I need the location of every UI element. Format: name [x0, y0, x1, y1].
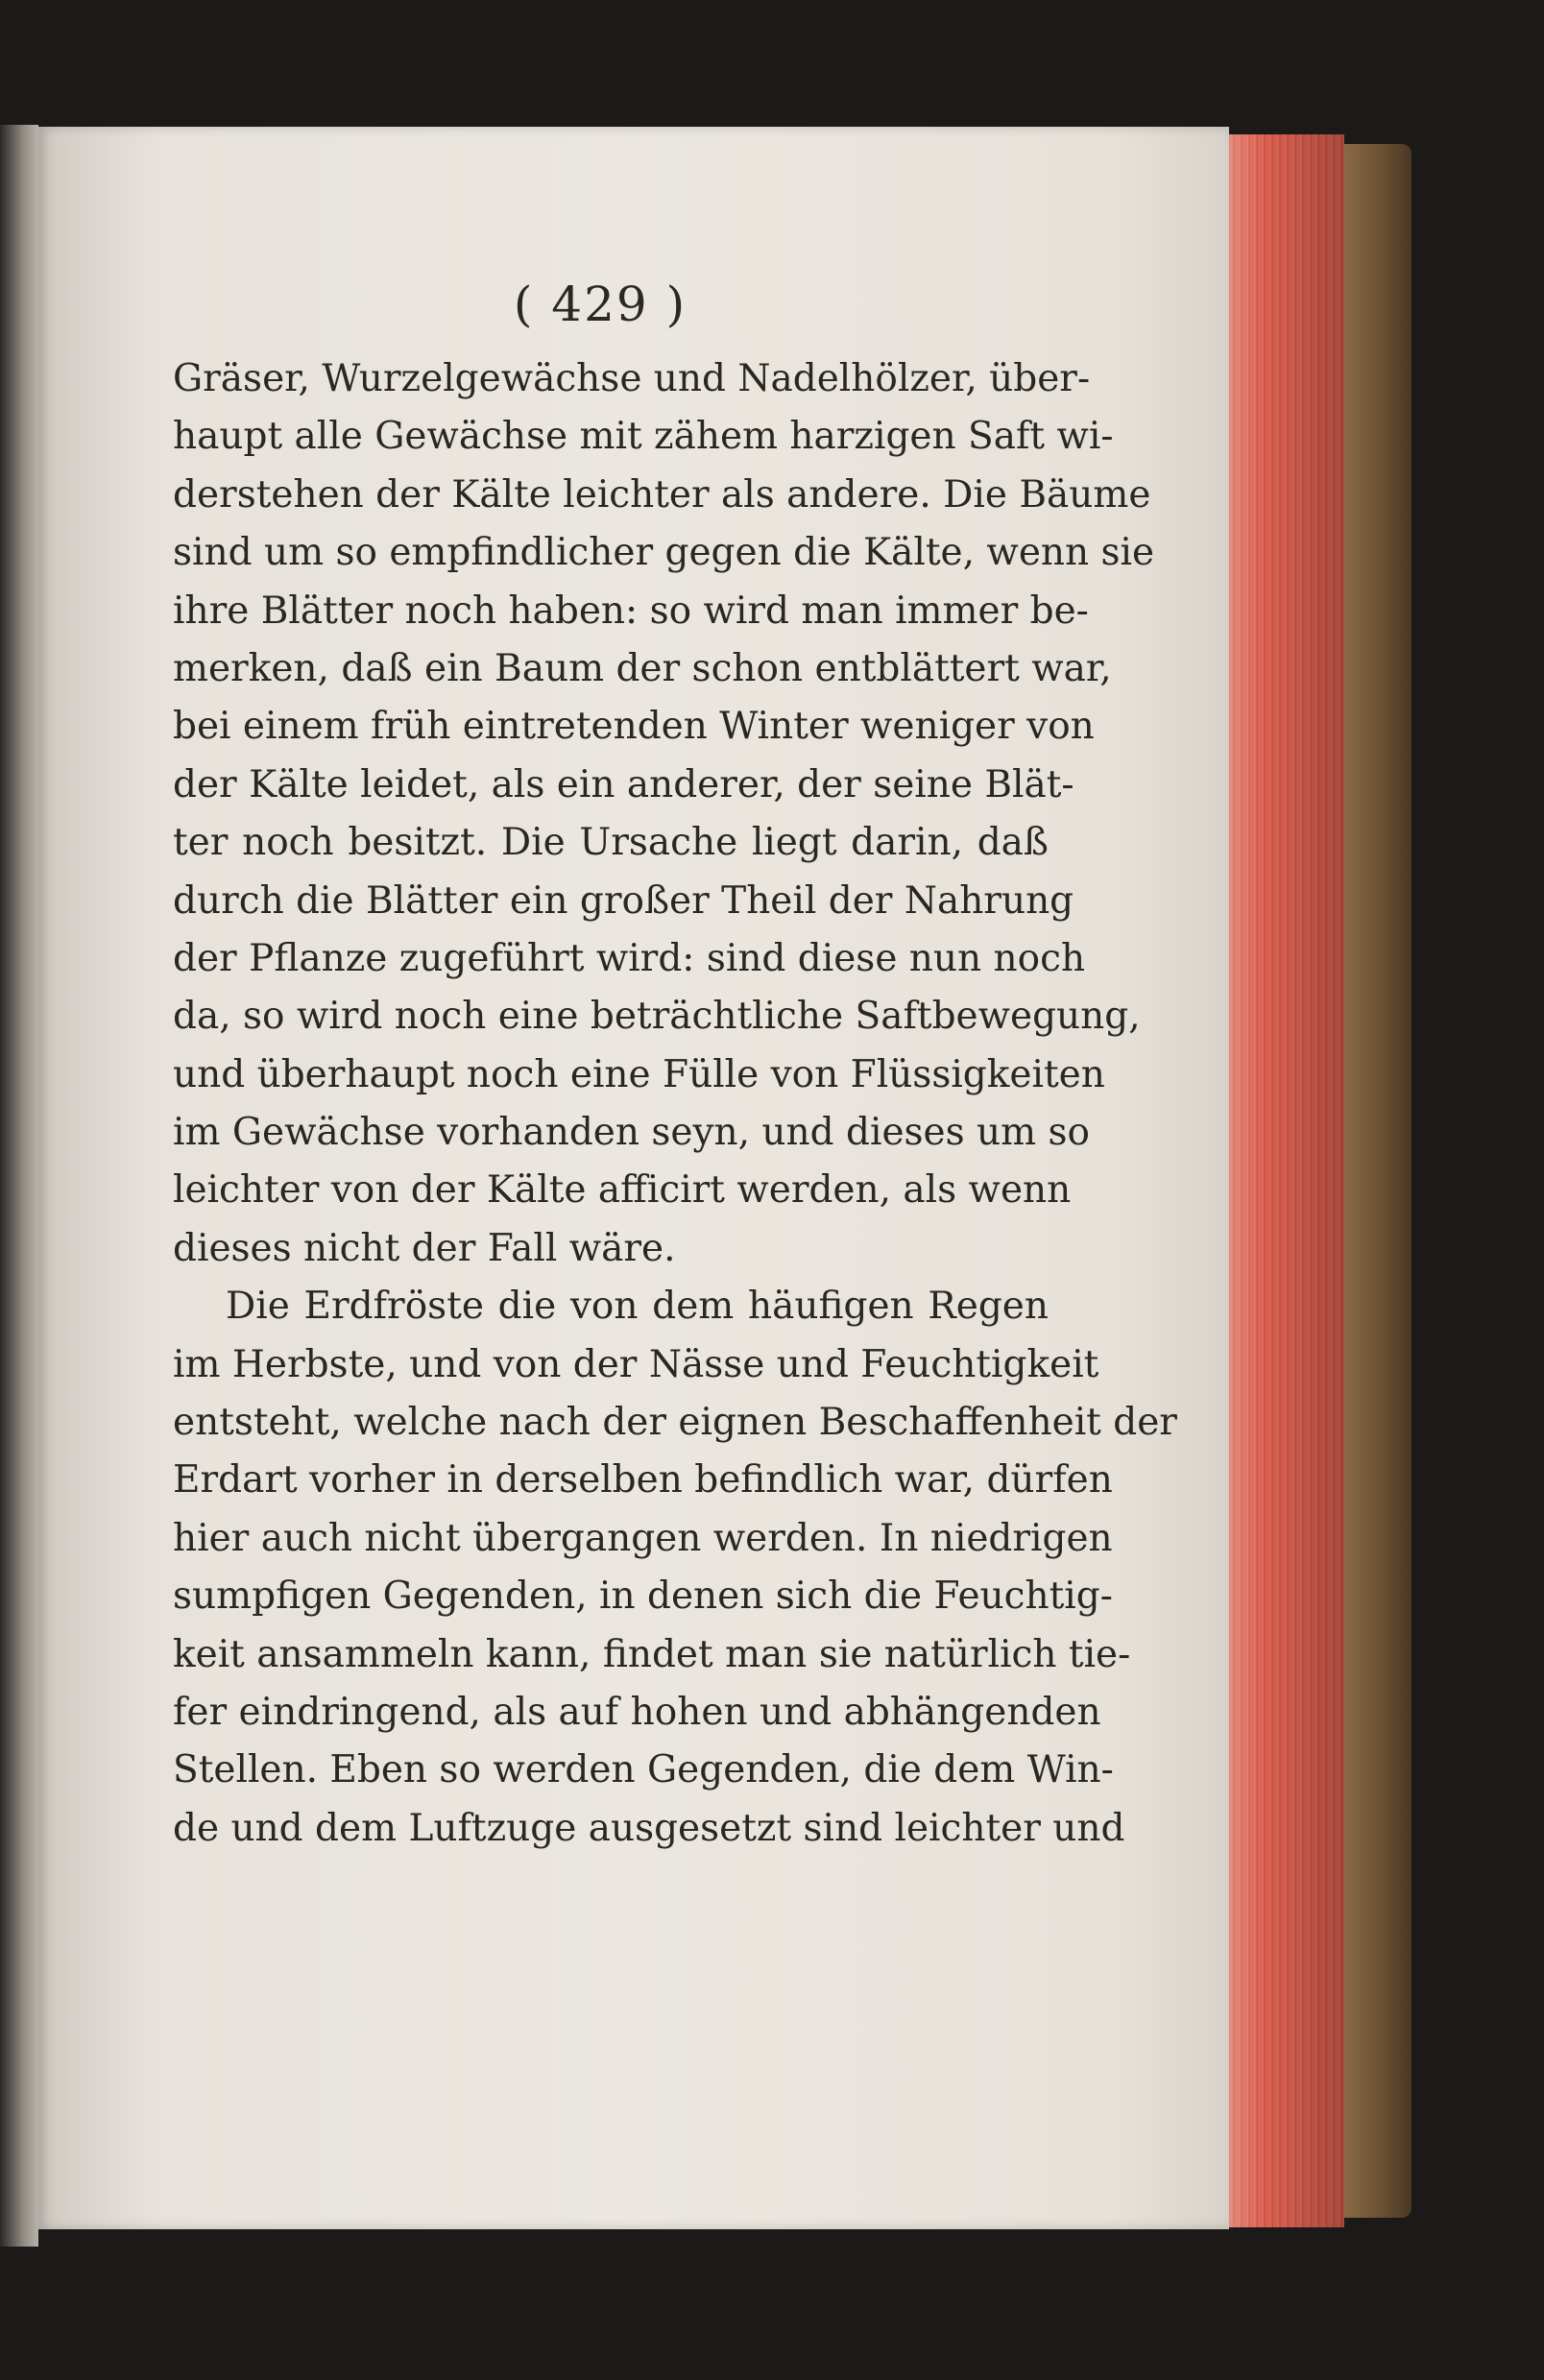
text-line: ihre Blätter noch haben: so wird man immer be-: [173, 589, 1089, 633]
text-line: der Kälte leidet, als ein anderer, der seine Blät-: [173, 762, 1074, 806]
text-line: fer eindringend, als auf hohen und abhängenden: [173, 1690, 1101, 1734]
text-line: keit ansammeln kann, findet man sie natürlich tie-: [173, 1632, 1131, 1676]
page-text: [173, 350, 1177, 1858]
text-line: leichter von der Kälte afficirt werden, als wenn: [173, 1168, 1072, 1213]
text-line: sumpfigen Gegenden, in denen sich die Feuchtig-: [173, 1575, 1113, 1619]
text-line: der Pflanze zugeführt wird: sind diese nun noch: [173, 936, 1086, 980]
text-line: Erdart vorher in derselben befindlich war, dürfen: [173, 1458, 1113, 1503]
text-line: bei einem früh eintretenden Winter weniger von: [173, 705, 1095, 749]
text-line: sind um so empfindlicher gegen die Kälte, wenn sie: [173, 531, 1155, 575]
left-page-edge: [0, 125, 38, 2247]
text-line: durch die Blätter ein großer Theil der Nahrung: [173, 878, 1074, 923]
text-line: und überhaupt noch eine Fülle von Flüssigkeiten: [173, 1052, 1105, 1096]
text-line: hier auch nicht übergangen werden. In niedrigen: [173, 1516, 1113, 1560]
text-line: im Herbste, und von der Nässe und Feuchtigkeit: [173, 1342, 1099, 1386]
text-line: Die Erdfröste die von dem häufigen Regen: [226, 1285, 1049, 1329]
text-line: im Gewächse vorhanden seyn, und dieses um so: [173, 1111, 1091, 1155]
text-line: derstehen der Kälte leichter als andere. Die Bäume: [173, 472, 1151, 517]
text-line: Gräser, Wurzelgewächse und Nadelhölzer, über-: [173, 357, 1091, 400]
book-cover: [1344, 144, 1411, 2218]
page-edges-red: [1229, 134, 1344, 2227]
text-line: ter noch besitzt. Die Ursache liegt darin, daß: [173, 821, 1049, 865]
text-line: de und dem Luftzuge ausgesetzt sind leichter und: [173, 1806, 1125, 1850]
page-number: ( 429 ): [513, 276, 688, 332]
text-line: dieses nicht der Fall wäre.: [173, 1226, 676, 1270]
text-line: Stellen. Eben so werden Gegenden, die dem Win-: [173, 1748, 1114, 1792]
text-line: haupt alle Gewächse mit zähem harzigen Saft wi-: [173, 415, 1114, 459]
text-line: da, so wird noch eine beträchtliche Saftbewegung,: [173, 995, 1141, 1039]
text-line: merken, daß ein Baum der schon entblättert war,: [173, 646, 1112, 690]
text-line: entsteht, welche nach der eignen Beschaffenheit der: [173, 1401, 1177, 1445]
